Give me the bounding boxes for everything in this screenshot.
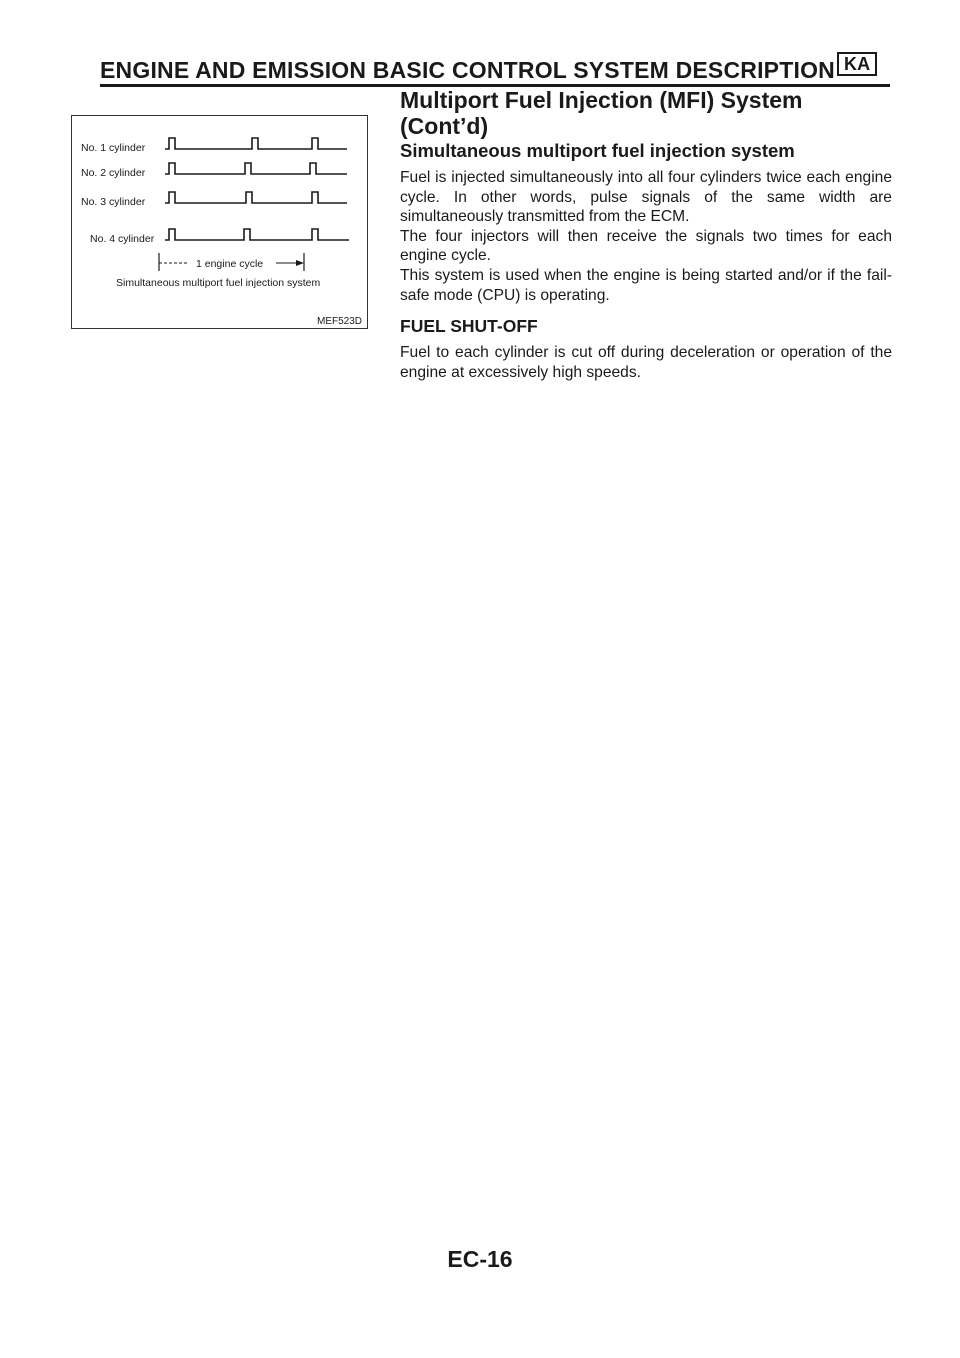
injection-timing-figure (71, 115, 368, 329)
simultaneous-paragraph-2: The four injectors will then receive the signals two times for each engine cycle. (400, 227, 892, 265)
page-number: EC-16 (447, 1246, 513, 1272)
cylinder-3-pulse-wave (165, 192, 347, 203)
simultaneous-paragraph-1: Fuel is injected simultaneously into all four cylinders twice each engine cycle. In other words, pulse signals of the same width are simultaneously transmitted from the ECM. (400, 169, 892, 226)
engine-code-badge: KA (837, 52, 877, 76)
section-title (400, 87, 900, 139)
section-title-line1: Multiport Fuel Injection (MFI) System (400, 87, 803, 113)
cylinder-1-pulse-wave (165, 138, 347, 149)
engine-cycle-label: 1 engine cycle (196, 258, 264, 270)
cylinder-4-pulse-wave (165, 229, 349, 240)
cylinder-2-label: No. 2 cylinder (81, 167, 146, 179)
cylinder-2-pulse-wave (165, 163, 347, 174)
fuel-shutoff-heading: FUEL SHUT-OFF (400, 316, 538, 336)
injection-timing-diagram (72, 116, 369, 330)
fuel-shutoff-section (400, 315, 892, 382)
running-header (100, 56, 890, 84)
simultaneous-paragraph-3: This system is used when the engine is being started and/or if the fail-safe mode (CPU) is operating. (400, 266, 892, 304)
fuel-shutoff-paragraph: Fuel to each cylinder is cut off during deceleration or operation of the engine at excessively high speeds. (400, 344, 892, 381)
cylinder-4-label: No. 4 cylinder (90, 233, 155, 245)
figure-id: MEF523D (316, 316, 362, 327)
cylinder-3-label: No. 3 cylinder (81, 196, 146, 208)
simultaneous-heading: Simultaneous multiport fuel injection system (400, 140, 795, 161)
header-title: ENGINE AND EMISSION BASIC CONTROL SYSTEM DESCRIPTION (100, 57, 835, 83)
section-title-line2: (Cont’d) (400, 113, 489, 139)
figure-caption: Simultaneous multiport fuel injection system (116, 277, 321, 289)
simultaneous-section (400, 140, 892, 305)
cylinder-1-label: No. 1 cylinder (81, 142, 146, 154)
